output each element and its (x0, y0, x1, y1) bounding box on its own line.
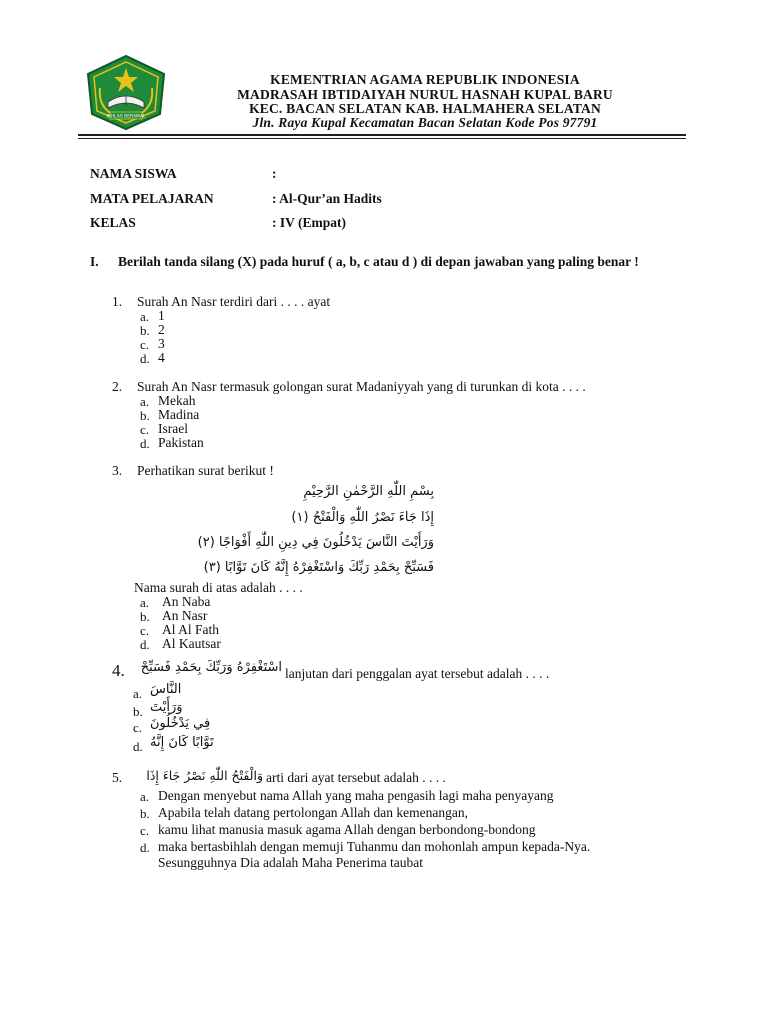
option-text-continuation: Sesungguhnya Dia adalah Maha Penerima taubat (158, 855, 424, 870)
option-text: An Nasr (162, 608, 208, 623)
option-text: Apabila telah datang pertolongan Allah dan kemenangan, (158, 805, 469, 820)
question-arabic-fragment: اسْتَغْفِرْهُ وَرَبِّكَ بِحَمْدِ فَسَبِّحْ (140, 660, 282, 675)
question-number: 1. (112, 294, 123, 309)
question-subtext: Nama surah di atas adalah . . . . (134, 580, 303, 595)
option-label: c. (133, 720, 143, 735)
option-text: 4 (158, 350, 165, 365)
verse-basmalah: بِسْمِ اللّٰهِ الرَّحْمٰنِ الرَّحِيْمِ (303, 484, 434, 499)
option-label: b. (140, 609, 150, 624)
student-name-label: NAMA SISWA (90, 166, 177, 181)
option-label: b. (140, 408, 150, 423)
option-label: c. (140, 623, 150, 638)
subject-value: : Al-Qur’an Hadits (272, 191, 382, 206)
option-text: Mekah (158, 393, 196, 408)
option-text: kamu lihat manusia masuk agama Allah dengan berbondong-bondong (158, 822, 536, 837)
option-label: c. (140, 337, 150, 352)
option-text: Al Kautsar (162, 636, 221, 651)
option-label: c. (140, 422, 150, 437)
ministry-logo (82, 52, 170, 132)
option-label: c. (140, 823, 150, 838)
option-label: a. (140, 789, 150, 804)
header-divider-thin (78, 138, 686, 139)
option-text: Al Al Fath (162, 622, 220, 637)
option-text: 1 (158, 308, 165, 323)
option-label: d. (140, 840, 150, 855)
question-text: lanjutan dari penggalan ayat tersebut adalah . . . . (285, 666, 550, 681)
option-label: d. (140, 351, 150, 366)
class-value: : IV (Empat) (272, 215, 346, 230)
ministry-name: KEMENTRIAN AGAMA REPUBLIK INDONESIA (270, 72, 580, 87)
option-label: d. (140, 637, 150, 652)
logo-motto: IKHLAS BERAMAL (106, 114, 146, 120)
question-text: Surah An Nasr termasuk golongan surat Madaniyyah yang di turunkan di kota . . . . (137, 379, 586, 394)
option-label: d. (133, 739, 143, 754)
option-text: وَرَأَيْتَ (150, 700, 183, 715)
subject-label: MATA PELAJARAN (90, 191, 214, 206)
option-text: Pakistan (158, 435, 204, 450)
verse-1: إِذَا جَاءَ نَصْرُ اللّٰهِ وَالْفَتْحُ (١) (291, 510, 434, 525)
verse-3: فَسَبِّحْ بِحَمْدِ رَبِّكَ وَاسْتَغْفِرْهُ إِنَّهُ كَانَ تَوَّابًا (٣) (203, 560, 434, 575)
question-number: 3. (112, 463, 123, 478)
option-text: An Naba (162, 594, 211, 609)
section-instruction: Berilah tanda silang (X) pada huruf ( a, b, c atau d ) di depan jawaban yang paling benar ! (118, 254, 639, 269)
option-text: 3 (158, 336, 165, 351)
option-text: فِي يَدْخُلُونَ (150, 716, 211, 731)
option-label: a. (140, 309, 150, 324)
question-text: Perhatikan surat berikut ! (137, 463, 274, 478)
option-text: Israel (158, 421, 188, 436)
section-number: I. (90, 254, 99, 269)
option-label: b. (140, 323, 150, 338)
option-text: Dengan menyebut nama Allah yang maha pengasih lagi maha penyayang (158, 788, 554, 803)
option-text: 2 (158, 322, 165, 337)
verse-2: وَرَأَيْتَ النَّاسَ يَدْخُلُونَ فِي دِينِ اللّٰهِ أَفْوَاجًا (٢) (197, 535, 434, 550)
school-name: MADRASAH IBTIDAIYAH NURUL HASNAH KUPAL BARU (237, 87, 613, 102)
question-number: 2. (112, 379, 123, 394)
option-label: a. (140, 595, 150, 610)
header-divider (78, 134, 686, 136)
option-label: b. (133, 704, 143, 719)
question-number: 5. (112, 770, 123, 785)
question-number: 4. (112, 661, 125, 680)
option-text: Madina (158, 407, 200, 422)
option-label: a. (140, 394, 150, 409)
question-text: Surah An Nasr terdiri dari . . . . ayat (137, 294, 331, 309)
option-label: a. (133, 686, 143, 701)
option-label: d. (140, 436, 150, 451)
school-address: Jln. Raya Kupal Kecamatan Bacan Selatan Kode Pos 97791 (252, 115, 598, 130)
option-text: maka bertasbihlah dengan memuji Tuhanmu dan mohonlah ampun kepada-Nya. (158, 839, 591, 854)
option-text: تَوَّابًا كَانَ إِنَّهُ (150, 735, 214, 750)
question-text: arti dari ayat tersebut adalah . . . . (266, 770, 446, 785)
district-name: KEC. BACAN SELATAN KAB. HALMAHERA SELATAN (249, 101, 601, 116)
option-label: b. (140, 806, 150, 821)
class-label: KELAS (90, 215, 136, 230)
question-arabic-fragment: وَالْفَتْحُ اللّٰهِ نَصْرُ جَاءَ إِذَا (146, 768, 263, 783)
option-text: النَّاسَ (150, 682, 182, 697)
student-name-value: : (272, 166, 277, 181)
